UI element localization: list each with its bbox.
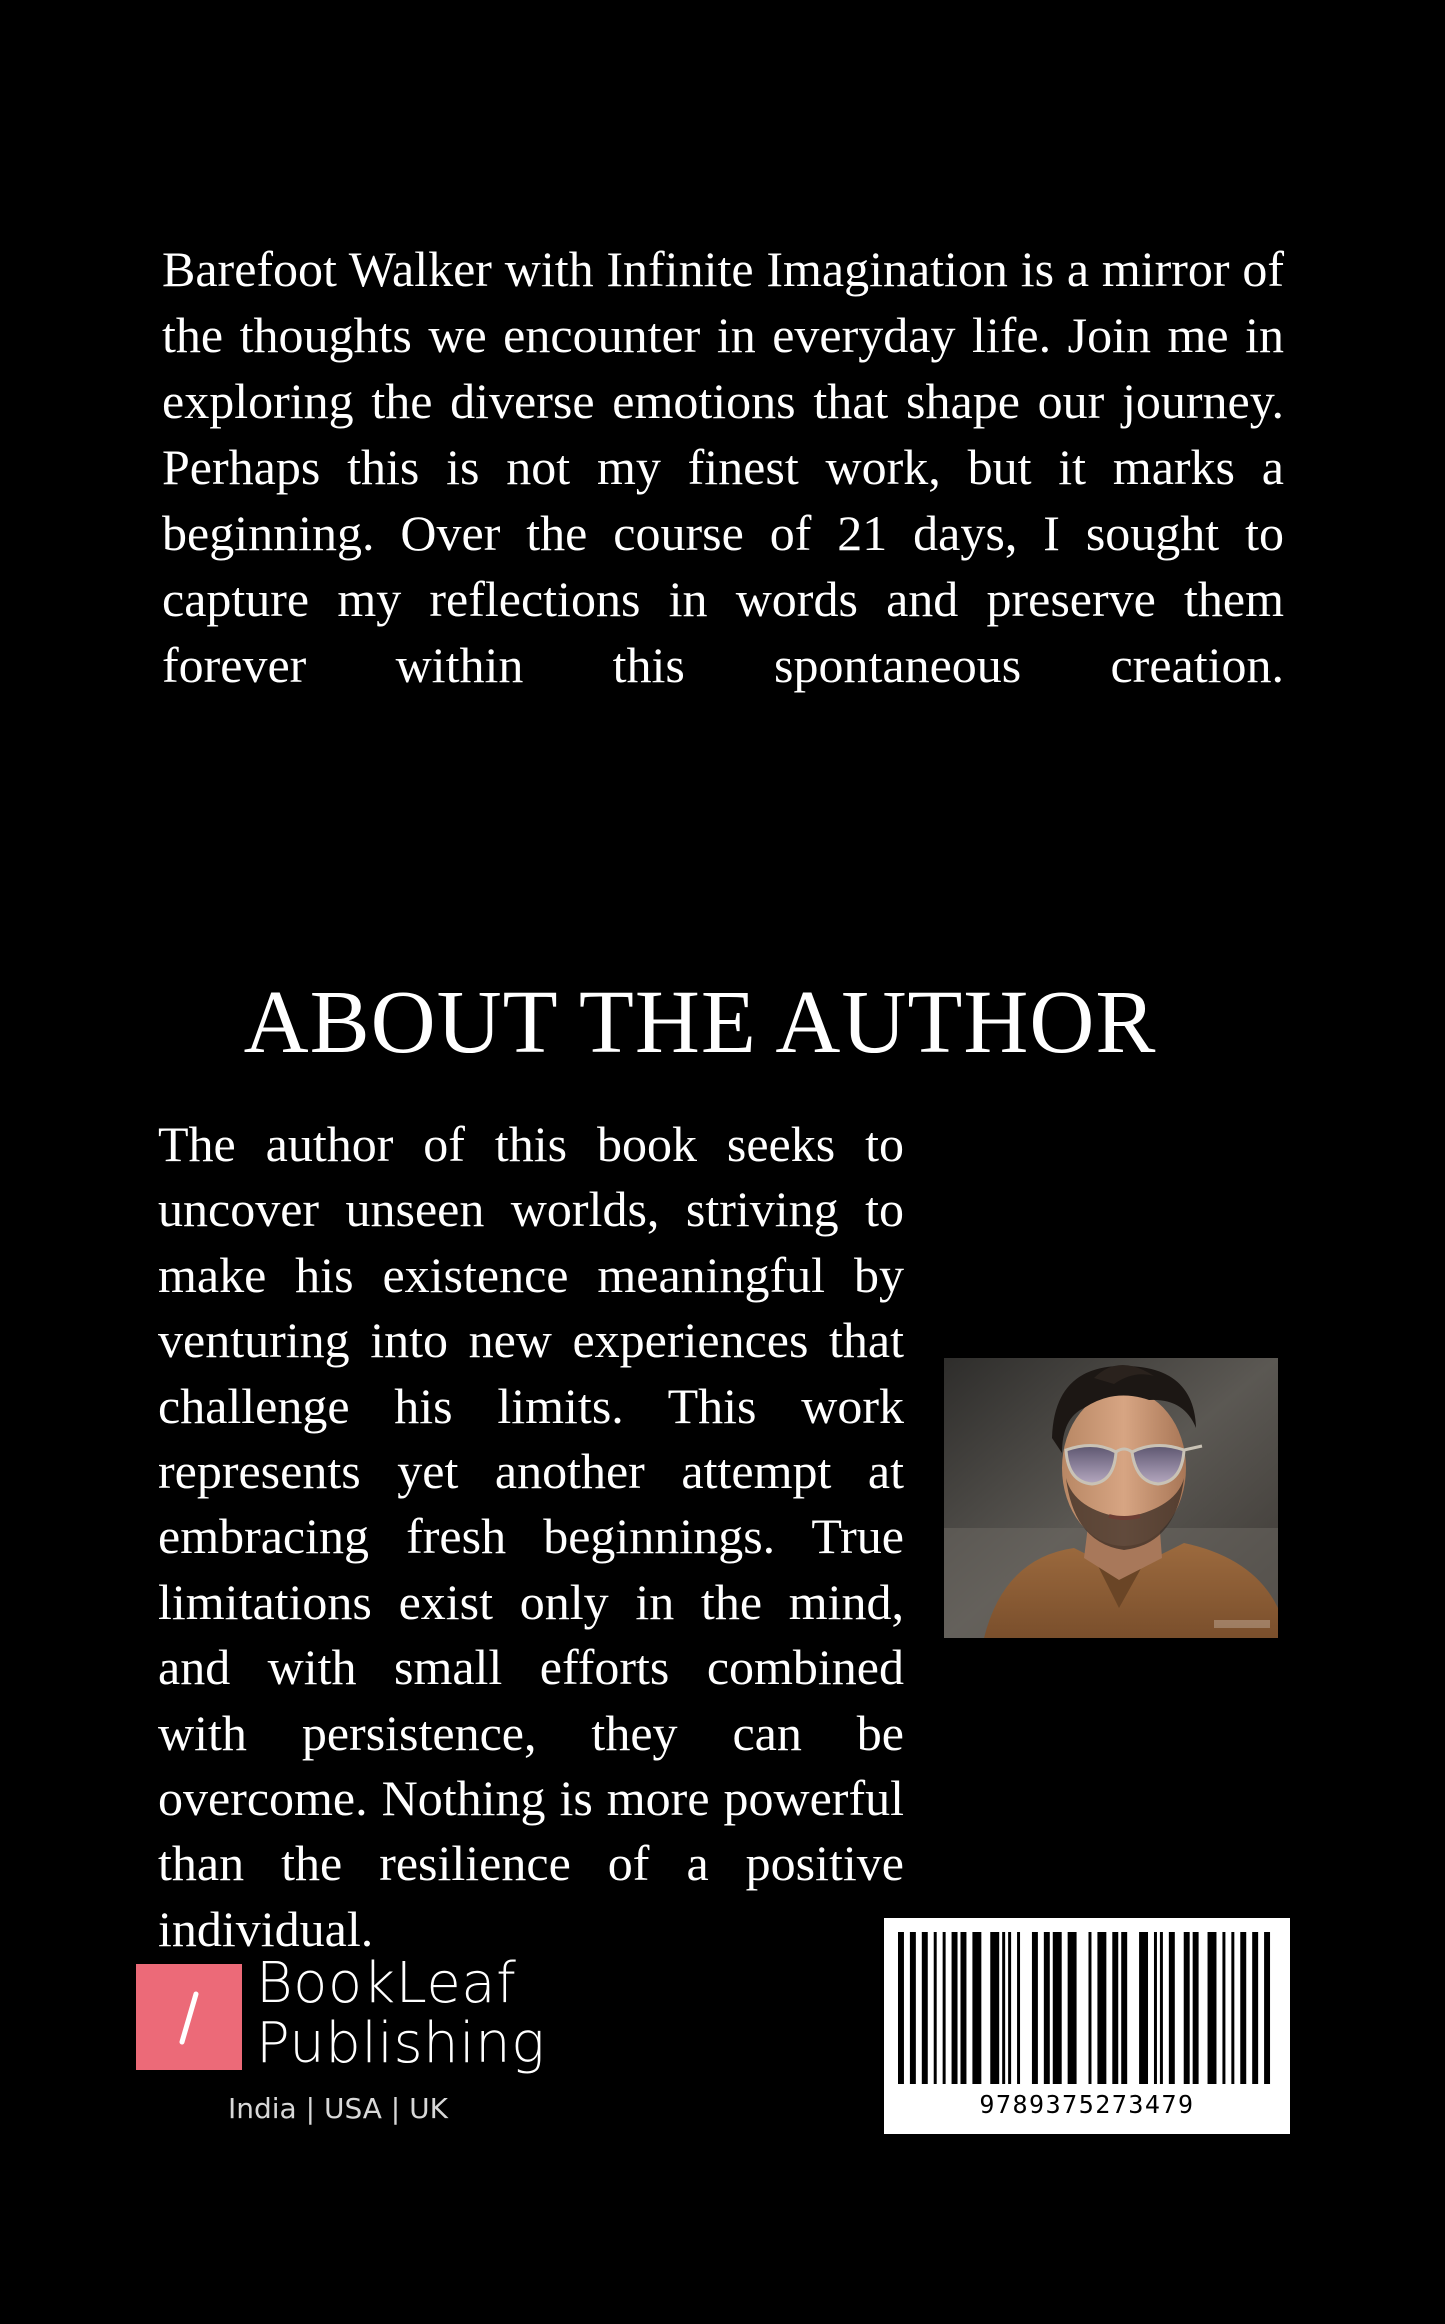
barcode-bar — [961, 1932, 967, 2084]
barcode-bar — [1231, 1932, 1234, 2084]
barcode-bar — [1121, 1932, 1127, 2084]
barcode-bar — [943, 1932, 946, 2084]
publisher-name-line2: Publishing — [256, 2011, 546, 2076]
about-author-heading: ABOUT THE AUTHOR — [243, 973, 1157, 1072]
barcode-bar — [1208, 1932, 1217, 2084]
barcode-bar — [1053, 1932, 1062, 2084]
back-cover-blurb: Barefoot Walker with Infinite Imagination is a mirror of the thoughts we encounter in everyday life. Join me in exploring the diverse emotions that shape our journey. Perhaps this is not my finest work, but it marks a beginning. Over the course of 21 days, I sought to capture my reflections in words and preserve them forever within this spontaneous creation. — [162, 241, 1284, 693]
barcode-bar — [1068, 1932, 1077, 2084]
isbn-number: 9789375273479 — [979, 2090, 1195, 2119]
publisher-name-line1: BookLeaf — [256, 1951, 517, 2016]
barcode-bar — [1240, 1932, 1246, 2084]
barcode-bar — [1264, 1932, 1270, 2084]
publisher-regions: India | USA | UK — [228, 2092, 448, 2125]
author-bio: The author of this book seeks to uncover unseen worlds, striving to make his existence meaningful by venturing into new experiences that challenge his limits. This work represents yet another attempt at embracing fresh beginnings. True limitations exist only in the mind, and with small efforts combined with persistence, they can be overcome. Nothing is more powerful than the resilience of a positive individual. — [158, 1116, 904, 1957]
barcode-bar — [934, 1932, 937, 2084]
barcode-bar — [1112, 1932, 1118, 2084]
barcode-bar — [898, 1932, 904, 2084]
barcode-bar — [990, 1932, 999, 2084]
barcode-bar — [1032, 1932, 1038, 2084]
barcode-bar — [952, 1932, 958, 2084]
barcode-bar — [1002, 1932, 1005, 2084]
author-photo — [944, 1358, 1278, 1638]
barcode-bar — [1097, 1932, 1106, 2084]
barcode-bar — [1252, 1932, 1258, 2084]
barcode-bar — [1154, 1932, 1157, 2084]
barcode-bar — [1160, 1932, 1163, 2084]
barcode-bar — [1222, 1932, 1225, 2084]
publisher-logo — [136, 1964, 242, 2070]
barcode-bar — [1044, 1932, 1050, 2084]
barcode-bar — [910, 1932, 916, 2084]
publisher-name — [256, 1951, 546, 2076]
barcode-bar — [1008, 1932, 1011, 2084]
barcode-bar — [972, 1932, 981, 2084]
barcode-bars — [884, 1918, 1290, 2088]
barcode-bar — [1193, 1932, 1199, 2084]
barcode-bar — [1139, 1932, 1148, 2084]
barcode-bar — [1017, 1932, 1020, 2084]
barcode-bar — [1184, 1932, 1190, 2084]
isbn-barcode — [884, 1918, 1290, 2134]
barcode-bar — [1088, 1932, 1091, 2084]
barcode-bar — [922, 1932, 928, 2084]
barcode-bar — [1169, 1932, 1175, 2084]
